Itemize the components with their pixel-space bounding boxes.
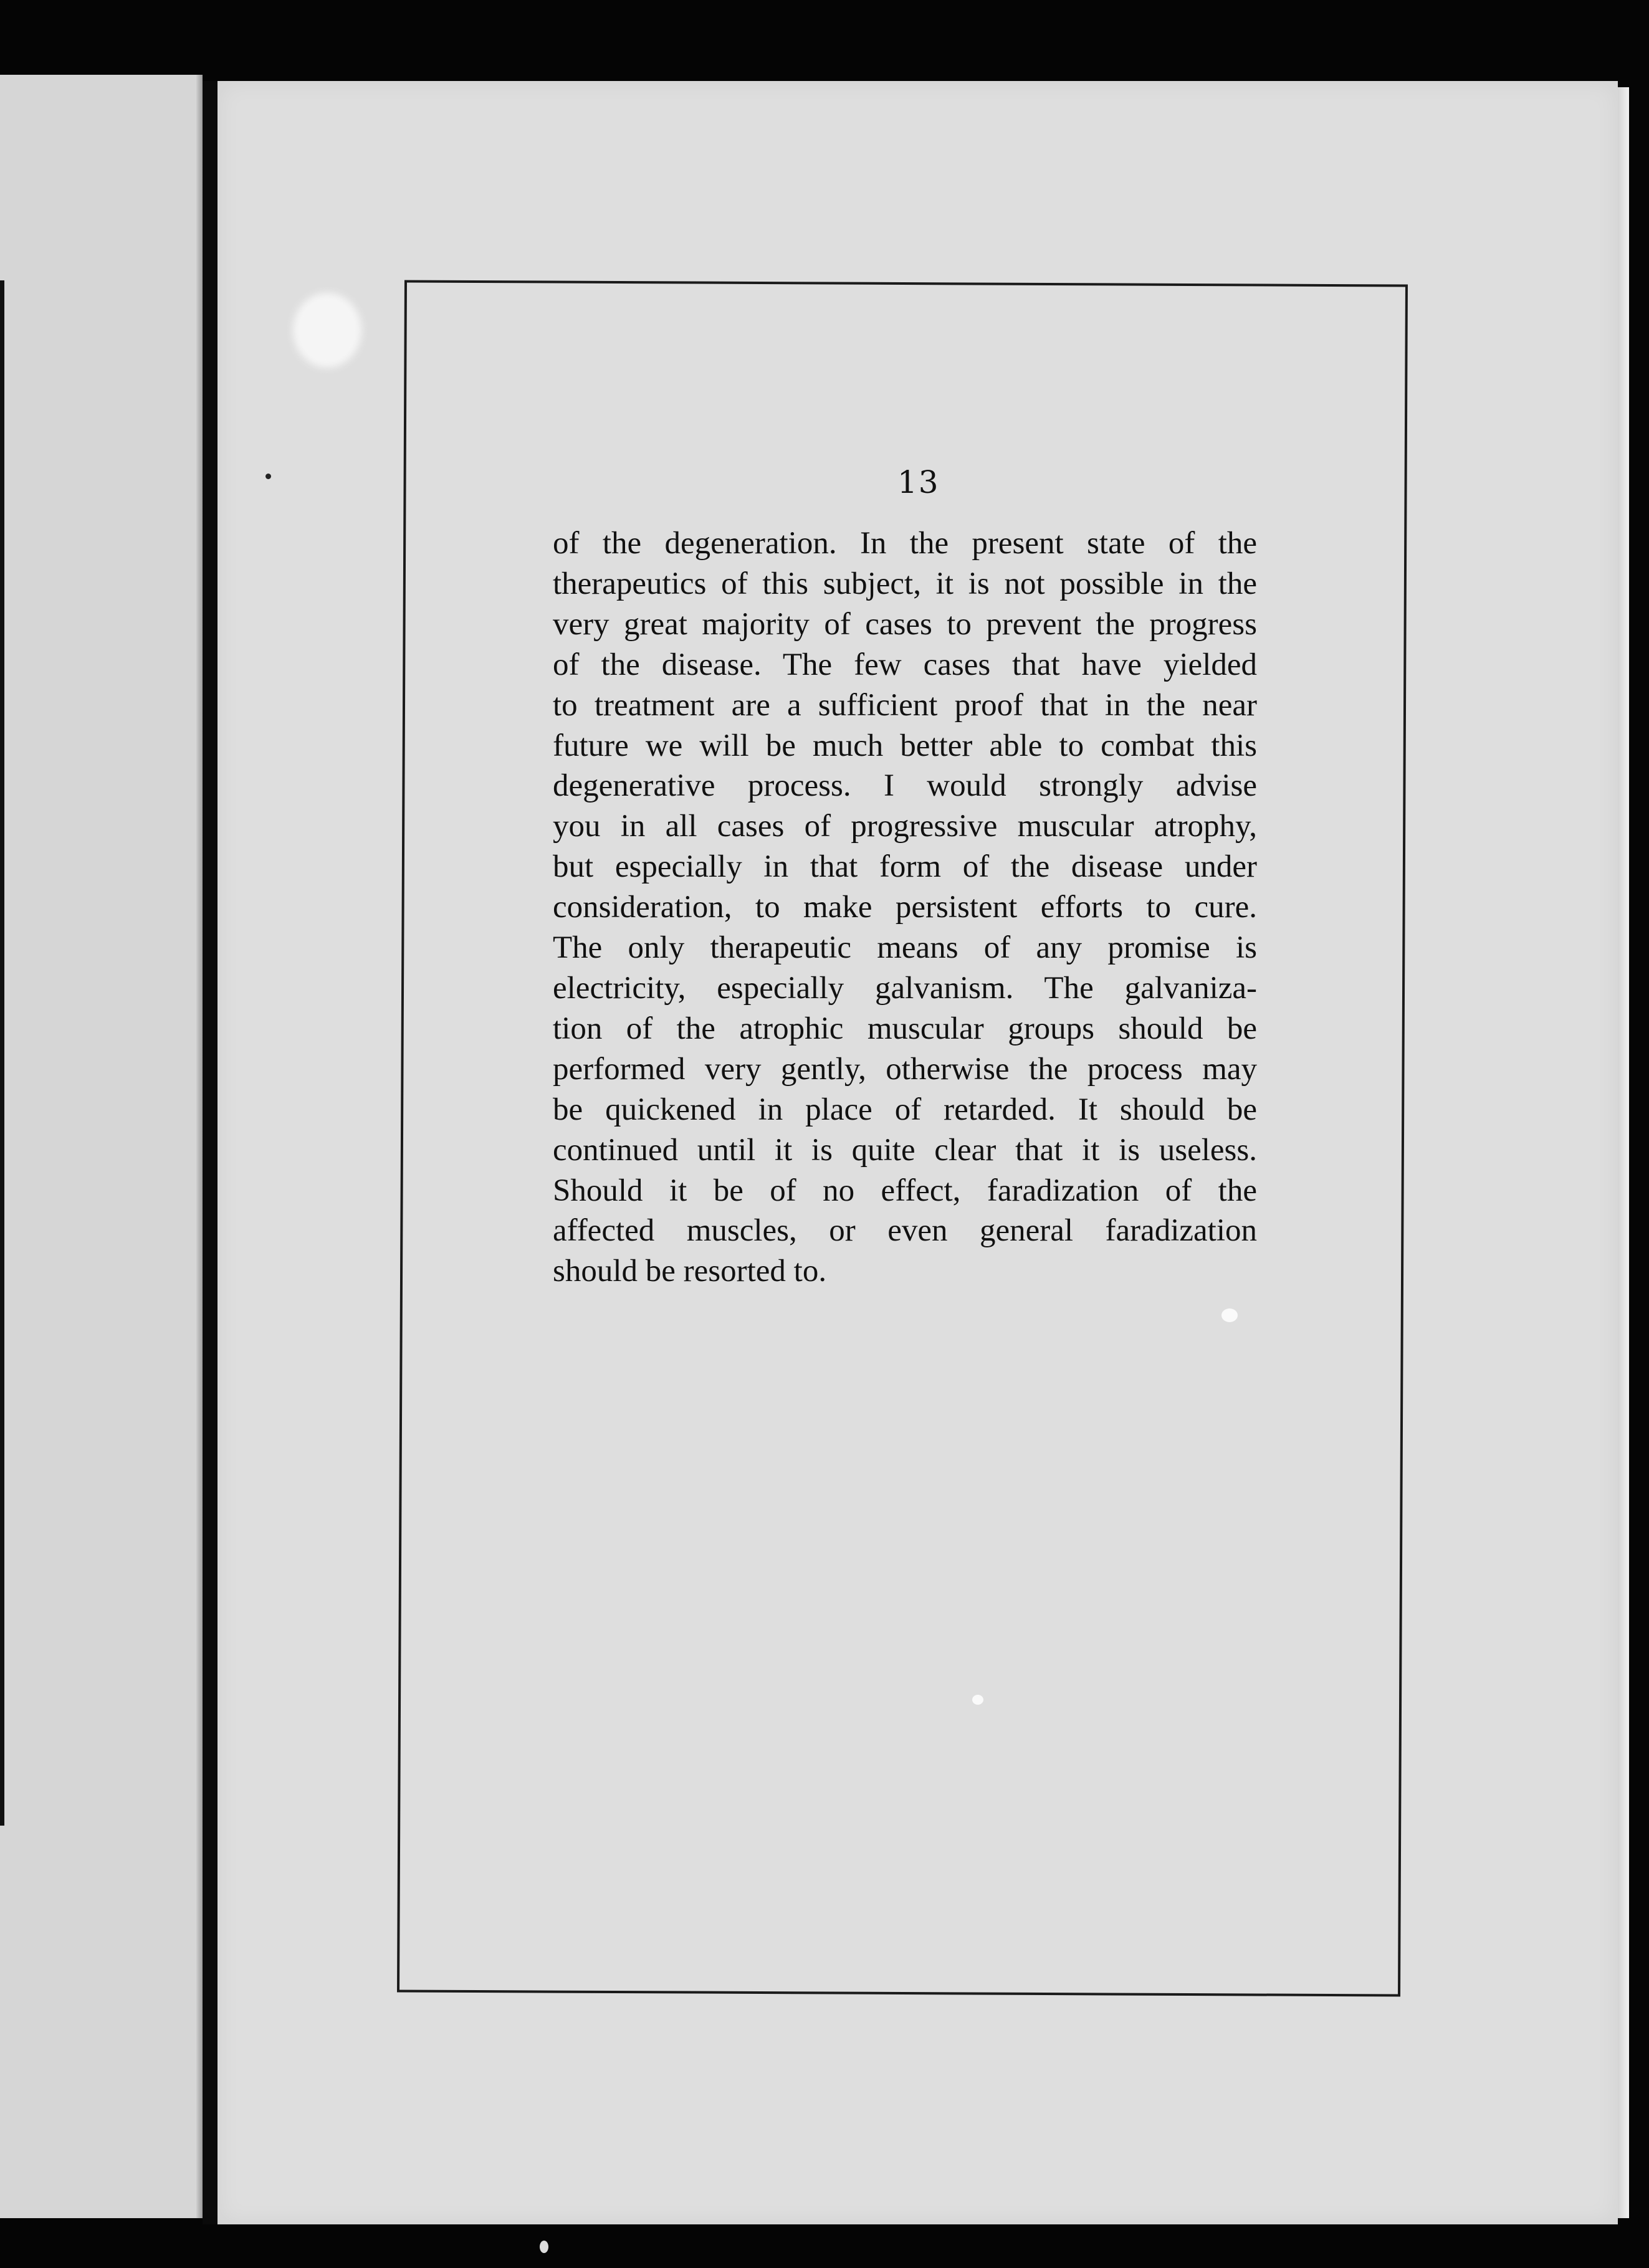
text-line: consideration, to make persistent efforts to cure.	[553, 890, 1257, 925]
scan-speck	[540, 2241, 548, 2253]
scan-speck	[293, 293, 361, 368]
text-line: to treatment are a sufficient proof that in the near	[553, 687, 1257, 723]
text-line: future we will be much better able to combat this	[553, 728, 1257, 763]
text-line: electricity, especially galvanism. The galvaniza-	[553, 970, 1257, 1006]
text-line: be quickened in place of retarded. It should be	[553, 1092, 1257, 1127]
text-line: degenerative process. I would strongly advise	[553, 768, 1257, 804]
right-page-edge	[1618, 87, 1629, 2218]
left-facing-page	[0, 75, 203, 2218]
text-line: The only therapeutic means of any promise is	[553, 930, 1257, 966]
scan-speck	[1221, 1308, 1238, 1322]
text-line: of the disease. The few cases that have yielded	[553, 647, 1257, 682]
text-line: performed very gently, otherwise the process may	[553, 1051, 1257, 1087]
left-page-frame-edge	[0, 280, 4, 1826]
text-line: but especially in that form of the disease under	[553, 849, 1257, 885]
book-gutter	[203, 81, 217, 2231]
text-line: affected muscles, or even general faradization	[553, 1213, 1257, 1249]
left-page-shadow	[196, 75, 203, 2218]
text-line: tion of the atrophic muscular groups should be	[553, 1011, 1257, 1046]
scan-border-bottom	[0, 2224, 1649, 2268]
text-line: very great majority of cases to prevent the progress	[553, 606, 1257, 642]
text-line: should be resorted to.	[553, 1254, 827, 1289]
page-number: 13	[897, 464, 940, 500]
text-line: therapeutics of this subject, it is not possible in the	[553, 566, 1257, 601]
scan-speck	[972, 1695, 983, 1705]
text-line: continued until it is quite clear that it is useless.	[553, 1132, 1257, 1168]
text-line: you in all cases of progressive muscular atrophy,	[553, 809, 1257, 844]
text-line: Should it be of no effect, faradization of the	[553, 1173, 1257, 1208]
body-text	[553, 523, 1257, 1292]
text-line: of the degeneration. In the present state of the	[553, 526, 1257, 561]
scan-speck	[265, 474, 271, 479]
